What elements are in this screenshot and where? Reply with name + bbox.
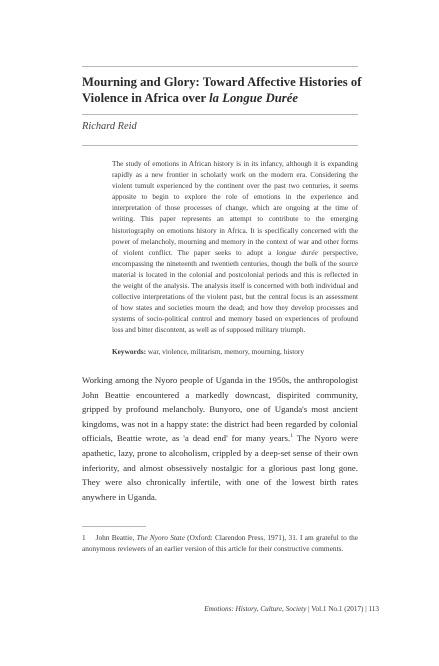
footnote-number: 1 (82, 533, 86, 542)
journal-name: Emotions: History, Culture, Society (204, 605, 307, 613)
top-rule (82, 66, 358, 67)
body-paragraph (82, 373, 358, 504)
footnote-ref[interactable]: 1 (290, 433, 293, 440)
title-rule (82, 114, 358, 115)
running-footer (82, 605, 379, 613)
article-author: Richard Reid (82, 121, 137, 132)
footnote-text-1: John Beattie, (95, 533, 137, 542)
author-rule (82, 145, 358, 146)
keywords-label: Keywords: (112, 347, 147, 356)
abstract-text-italic: longue durée (276, 247, 318, 257)
body-text-1: Working among the Nyoro people of Uganda in the 1950s, the anthropologist John Beattie encountered a markedly downcast, dispirited community, gripped by profound melancholy. Bunyoro, one of Uganda's most ancient kingdoms, was not in a happy state: the district had been regarded by colonial officials, Beattie wrote, as 'a dead end' for many years. (82, 375, 358, 444)
abstract-text-1: The study of emotions in African history is in its infancy, although it is expanding rapidly as a new frontier in scholarly work on the modern era. Considering the violent tumult experienced by the continent over the past two centuries, it seems apposite to begin to explore the role of emotions in the experience and interpretation of those processes of change, which are ongoing at the time of writing. This paper represents an attempt to contribute to the emerging historiography on emotions history in Africa. It is specifically concerned with the power of melancholy, mourning and memory in the context of war and other forms of violent conflict. The paper seeks to adopt a (112, 159, 358, 257)
article-title-italic: la Longue Durée (209, 91, 299, 105)
footnote-text-italic: The Nyoro State (136, 533, 185, 542)
article-title-main: Mourning and Glory: Toward Affective Histories of Violence in Africa over (82, 75, 362, 105)
footnote-rule (82, 526, 146, 527)
issue-and-page: | Vol.1 No.1 (2017) | 113 (306, 605, 379, 613)
keywords-list: war, violence, militarism, memory, mourning, history (147, 347, 304, 356)
body-text-2: The Nyoro were apathetic, lazy, prone to alcoholism, crippled by a deep-set sense of their own inferiority, and almost obsessively nostalgic for a glorious past long gone. They were also chronically infertile, with one of the lowest birth rates anywhere in Uganda. (82, 433, 358, 502)
article-title (82, 74, 372, 106)
footnote (82, 532, 358, 554)
abstract (112, 158, 358, 336)
keywords (112, 347, 372, 356)
abstract-text-2: perspective, encompassing the nineteenth and twentieth centuries, though the bulk of the source material is located in the colonial and postcolonial periods and this is reflected in the weight of the analysis. The analysis itself is concerned with both individual and collective interpretations of the violent past, but the central focus is an assessment of how states and societies mourn the dead; and how they develop processes and systems of socio-political control and memory based on experiences of profound loss and bitter discontent, as well as of supposed military triumph. (112, 247, 358, 335)
footnote-text-2: (Oxford: Clarendon Press, 1971), 31. I am grateful to the anonymous reviewers of an earlier version of this article for their constructive comments. (82, 533, 358, 553)
